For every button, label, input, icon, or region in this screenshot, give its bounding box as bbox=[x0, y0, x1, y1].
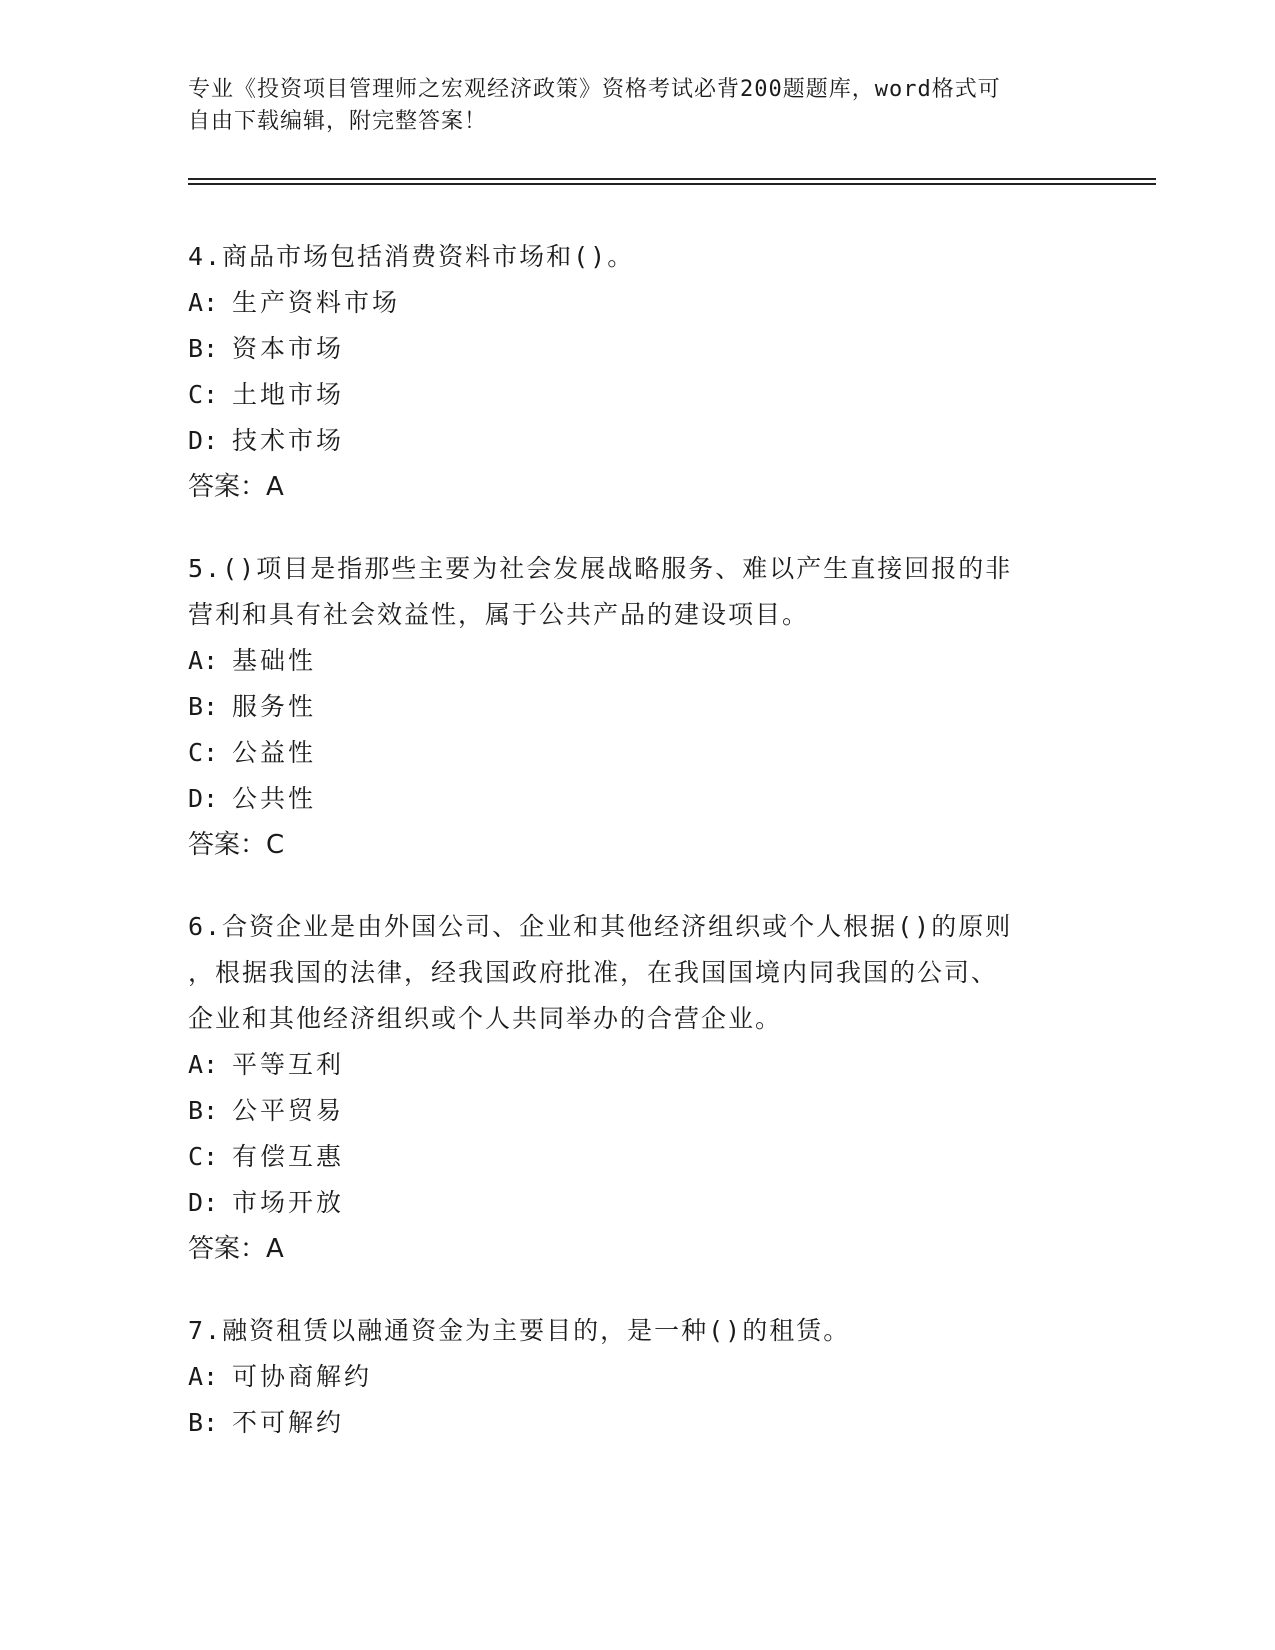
header-divider-bottom bbox=[188, 183, 1156, 185]
option-text: 服务性 bbox=[232, 692, 317, 721]
answer-option bbox=[188, 730, 1088, 776]
option-text: 平等互利 bbox=[232, 1050, 345, 1079]
answer-option bbox=[188, 280, 1088, 326]
question-stem: 7.融资租赁以融通资金为主要目的，是一种()的租赁。 bbox=[188, 1316, 851, 1345]
option-letter: A: bbox=[188, 288, 219, 317]
option-letter: C: bbox=[188, 1142, 219, 1171]
option-letter: B: bbox=[188, 1096, 219, 1125]
option-letter: D: bbox=[188, 426, 219, 455]
option-letter: A: bbox=[188, 1050, 219, 1079]
answer-option bbox=[188, 1042, 1088, 1088]
question-stem: ，根据我国的法律，经我国政府批准，在我国国境内同我国的公司、 bbox=[188, 958, 999, 987]
question-stem: 4.商品市场包括消费资料市场和()。 bbox=[188, 242, 635, 271]
question-list bbox=[188, 234, 1088, 1482]
header-line-2: 自由下载编辑，附完整答案！ bbox=[188, 109, 488, 134]
option-letter: C: bbox=[188, 380, 219, 409]
answer-option bbox=[188, 1088, 1088, 1134]
option-text: 不可解约 bbox=[232, 1408, 345, 1437]
option-text: 技术市场 bbox=[232, 426, 345, 455]
option-text: 公共性 bbox=[232, 784, 317, 813]
answer-option bbox=[188, 1354, 1088, 1400]
question-item bbox=[188, 904, 1088, 1272]
answer-option bbox=[188, 1180, 1088, 1226]
question-stem: 5.()项目是指那些主要为社会发展战略服务、难以产生直接回报的非 bbox=[188, 554, 1013, 583]
question-item bbox=[188, 234, 1088, 510]
question-stem: 企业和其他经济组织或个人共同举办的合营企业。 bbox=[188, 1004, 783, 1033]
question-stem: 营利和具有社会效益性，属于公共产品的建设项目。 bbox=[188, 600, 810, 629]
option-text: 可协商解约 bbox=[232, 1362, 373, 1391]
option-text: 有偿互惠 bbox=[232, 1142, 345, 1171]
option-letter: D: bbox=[188, 784, 219, 813]
option-text: 生产资料市场 bbox=[232, 288, 401, 317]
option-text: 基础性 bbox=[232, 646, 317, 675]
answer-option bbox=[188, 326, 1088, 372]
option-letter: D: bbox=[188, 1188, 219, 1217]
answer-key: 答案：A bbox=[188, 1234, 284, 1264]
answer-option bbox=[188, 1134, 1088, 1180]
option-text: 公平贸易 bbox=[232, 1096, 345, 1125]
answer-option bbox=[188, 418, 1088, 464]
document-header bbox=[188, 74, 1068, 138]
answer-option bbox=[188, 638, 1088, 684]
option-letter: B: bbox=[188, 1408, 219, 1437]
option-letter: C: bbox=[188, 738, 219, 767]
question-item bbox=[188, 1308, 1088, 1446]
option-letter: A: bbox=[188, 646, 219, 675]
answer-key: 答案：A bbox=[188, 472, 284, 502]
option-text: 土地市场 bbox=[232, 380, 345, 409]
option-text: 市场开放 bbox=[232, 1188, 345, 1217]
question-item bbox=[188, 546, 1088, 868]
answer-option bbox=[188, 776, 1088, 822]
option-letter: B: bbox=[188, 692, 219, 721]
answer-key: 答案：C bbox=[188, 830, 285, 860]
header-line-1: 专业《投资项目管理师之宏观经济政策》资格考试必背200题题库，word格式可 bbox=[188, 77, 1001, 102]
option-letter: A: bbox=[188, 1362, 219, 1391]
answer-option bbox=[188, 1400, 1088, 1446]
option-text: 资本市场 bbox=[232, 334, 345, 363]
option-text: 公益性 bbox=[232, 738, 317, 767]
header-divider-top bbox=[188, 178, 1156, 180]
answer-option bbox=[188, 684, 1088, 730]
option-letter: B: bbox=[188, 334, 219, 363]
answer-option bbox=[188, 372, 1088, 418]
question-stem: 6.合资企业是由外国公司、企业和其他经济组织或个人根据()的原则 bbox=[188, 912, 1013, 941]
